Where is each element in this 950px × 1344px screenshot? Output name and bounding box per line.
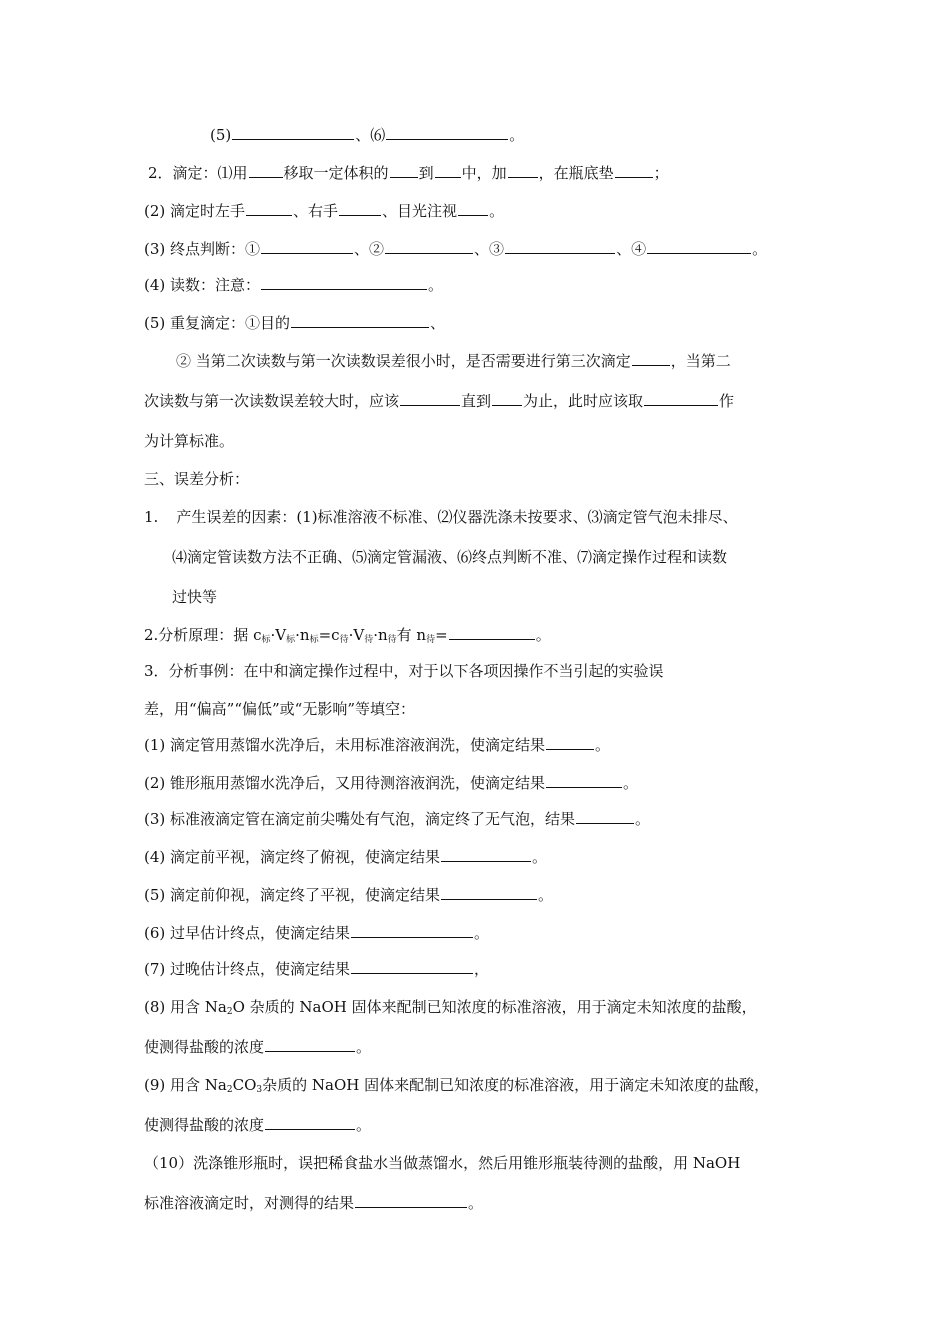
- answer-blank[interactable]: [386, 124, 508, 140]
- answer-blank[interactable]: [351, 922, 473, 938]
- answer-blank[interactable]: [265, 1036, 355, 1052]
- answer-blank[interactable]: [546, 772, 622, 788]
- section-heading: 三、误差分析：: [144, 470, 250, 488]
- question-4: (4) 滴定前平视，滴定终了俯视，使滴定结果 。: [144, 848, 548, 866]
- principle-line: 2.分析原理：据 $c_标\cdot V_标\cdot n_标=c_待\cdot V_待\cdot n_待$有 $n_待=$ 。: [144, 626, 551, 645]
- question-2: (2) 锥形瓶用蒸馏水洗净后，又用待测溶液润洗，使滴定结果 。: [144, 774, 639, 792]
- factors-line: 1. 产生误差的因素：(1)标准溶液不标准、⑵仪器洗涤未按要求、⑶滴定管气泡未排尽、: [144, 508, 738, 526]
- question-1: (1) 滴定管用蒸馏水洗净后，未用标准溶液润洗，使滴定结果 。: [144, 736, 611, 754]
- answer-blank[interactable]: [632, 350, 670, 366]
- answer-blank[interactable]: [615, 162, 653, 178]
- answer-blank[interactable]: [261, 274, 427, 290]
- factors-line-3: 过快等: [172, 588, 218, 606]
- answer-blank[interactable]: [458, 200, 488, 216]
- question-10: （10）洗涤锥形瓶时，误把稀食盐水当做蒸馏水，然后用锥形瓶装待测的盐酸，用 NaOH: [144, 1154, 741, 1172]
- answer-blank[interactable]: [291, 312, 429, 328]
- repeat-line: (5) 重复滴定：①目的 、: [144, 314, 446, 332]
- question-10-cont: 标准溶液滴定时，对测得的结果 。: [144, 1194, 484, 1212]
- repeat-sub-line-2: 次读数与第一次读数误差较大时，应该 直到 为止，此时应该取 作: [144, 392, 735, 410]
- item-label: (5): [210, 126, 232, 144]
- answer-blank[interactable]: [339, 200, 381, 216]
- question-8: (8) 用含 $Na_2O$ 杂质的 NaOH 固体来配制已知浓度的标准溶液，用于滴定未知浓度的盐酸，: [144, 998, 757, 1017]
- answer-blank[interactable]: [261, 238, 353, 254]
- answer-blank[interactable]: [435, 162, 461, 178]
- answer-blank[interactable]: [249, 162, 283, 178]
- question-9: (9) 用含 $Na_2CO_3$杂质的 NaOH 固体来配制已知浓度的标准溶液，用于滴定未知浓度的盐酸，: [144, 1076, 770, 1095]
- answer-blank[interactable]: [385, 238, 473, 254]
- answer-blank[interactable]: [492, 390, 522, 406]
- answer-blank[interactable]: [265, 1114, 355, 1130]
- answer-blank[interactable]: [441, 884, 537, 900]
- answer-blank[interactable]: [351, 958, 473, 974]
- line-5-6: (5) 、⑹ 。: [210, 126, 525, 144]
- answer-blank[interactable]: [400, 390, 460, 406]
- answer-blank[interactable]: [647, 238, 751, 254]
- paragraph: 为计算标准。: [144, 432, 235, 450]
- answer-blank[interactable]: [546, 734, 594, 750]
- question-3: (3) 标准液滴定管在滴定前尖嘴处有气泡，滴定终了无气泡，结果 。: [144, 810, 651, 828]
- question-7: (7) 过晚估计终点，使滴定结果 ，: [144, 960, 490, 978]
- answer-blank[interactable]: [441, 846, 531, 862]
- answer-blank[interactable]: [232, 124, 354, 140]
- endpoint-line: (3) 终点判断：① 、② 、③ 、④ 。: [144, 240, 768, 258]
- factors-line-2: ⑷滴定管读数方法不正确、⑸滴定管漏液、⑹终点判断不准、⑺滴定操作过程和读数: [172, 548, 728, 566]
- answer-blank[interactable]: [355, 1192, 467, 1208]
- answer-blank[interactable]: [390, 162, 418, 178]
- reading-line: (4) 读数：注意： 。: [144, 276, 444, 294]
- answer-blank[interactable]: [644, 390, 718, 406]
- paragraph: 差，用“偏高”“偏低”或“无影响”等填空：: [144, 700, 416, 718]
- question-8-cont: 使测得盐酸的浓度 。: [144, 1038, 372, 1056]
- repeat-sub-line: ② 当第二次读数与第一次读数误差很小时，是否需要进行第三次滴定 ，当第二: [176, 352, 731, 370]
- answer-blank[interactable]: [508, 162, 538, 178]
- titration-hands-line: (2) 滴定时左手 、右手 、目光注视 。: [144, 202, 505, 220]
- question-9-cont: 使测得盐酸的浓度 。: [144, 1116, 372, 1134]
- question-6: (6) 过早估计终点，使滴定结果 。: [144, 924, 490, 942]
- answer-blank[interactable]: [576, 808, 634, 824]
- answer-blank[interactable]: [449, 624, 535, 640]
- question-5: (5) 滴定前仰视，滴定终了平视，使滴定结果 。: [144, 886, 554, 904]
- answer-blank[interactable]: [505, 238, 615, 254]
- item-label: 、⑹: [355, 126, 386, 144]
- paragraph: 3．分析事例：在中和滴定操作过程中，对于以下各项因操作不当引起的实验误: [144, 662, 664, 680]
- answer-blank[interactable]: [246, 200, 292, 216]
- titration-step-line: 2．滴定：⑴用 移取一定体积的 到 中，加 ，在瓶底垫 ；: [148, 164, 669, 182]
